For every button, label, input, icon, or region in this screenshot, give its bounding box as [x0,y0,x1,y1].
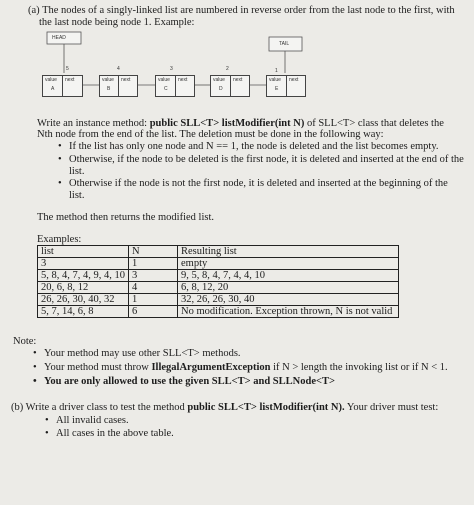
list-node-b: value next B [99,75,138,97]
rule-bullet-cont: list. [69,190,85,201]
table-row: 3 1 empty [38,258,399,270]
table-row: 5, 8, 4, 7, 4, 9, 4, 10 3 9, 5, 8, 4, 7, 4, 4, 10 [38,270,399,282]
node-number: 1 [275,68,278,74]
node-number: 4 [117,66,120,72]
part-b-bullet: • All invalid cases. [56,415,129,427]
table-row: 5, 7, 14, 6, 8 6 No modification. Exception thrown, N is not valid [38,306,399,318]
list-node-d: value next D [210,75,250,97]
part-b-line: (b) Write a driver class to test the method public SLL<T> listModifier(int N). Your driver must test: [11,402,439,413]
note-bullet: • Your method may use other SLL<T> methods. [44,348,241,360]
head-label: HEAD [52,35,66,41]
instruction-line2: Nth node from the end of the list. The deletion must be done in the following way: [37,129,384,140]
note-bullet: • Your method must throw IllegalArgumentException if N > length the invoking list or if N < 1. [44,362,448,374]
part-a-intro-line2: the last node being node 1. Example: [39,17,195,28]
list-node-c: value next C [155,75,195,97]
returns-line: The method then returns the modified list. [37,212,215,223]
part-a-intro-line1: (a) The nodes of a singly-linked list are numbered in reverse order from the last node to the first, with [28,5,455,16]
table-row: 26, 26, 30, 40, 32 1 32, 26, 26, 30, 40 [38,294,399,306]
list-node-e: value next E [266,75,306,97]
table-row: 20, 6, 8, 12 4 6, 8, 12, 20 [38,282,399,294]
rule-bullet: • Otherwise if the node is not the first node, it is deleted and inserted at the beginning of the [69,178,448,190]
part-b-bullet: • All cases in the above table. [56,428,174,440]
table-header-row: list N Resulting list [38,246,399,258]
note-label: Note: [13,336,37,347]
note-bullet: • You are only allowed to use the given SLL<T> and SLLNode<T> [44,376,335,388]
node-number: 3 [170,66,173,72]
node-number: 5 [66,66,69,72]
examples-label: Examples: [37,234,82,245]
instruction-line1: Write an instance method: public SLL<T> listModifier(int N) of SLL<T> class that deletes the [37,118,444,129]
rule-bullet: • If the list has only one node and N == 1, the node is deleted and the list becomes empty. [69,141,439,153]
rule-bullet: • Otherwise, if the node to be deleted is the first node, it is deleted and inserted at the end of the [69,154,464,166]
list-node-a: value next A [42,75,83,97]
linked-list-diagram [0,0,474,110]
node-number: 2 [226,66,229,72]
tail-label: TAIL [279,41,290,47]
rule-bullet-cont: list. [69,166,85,177]
examples-table [37,245,399,318]
